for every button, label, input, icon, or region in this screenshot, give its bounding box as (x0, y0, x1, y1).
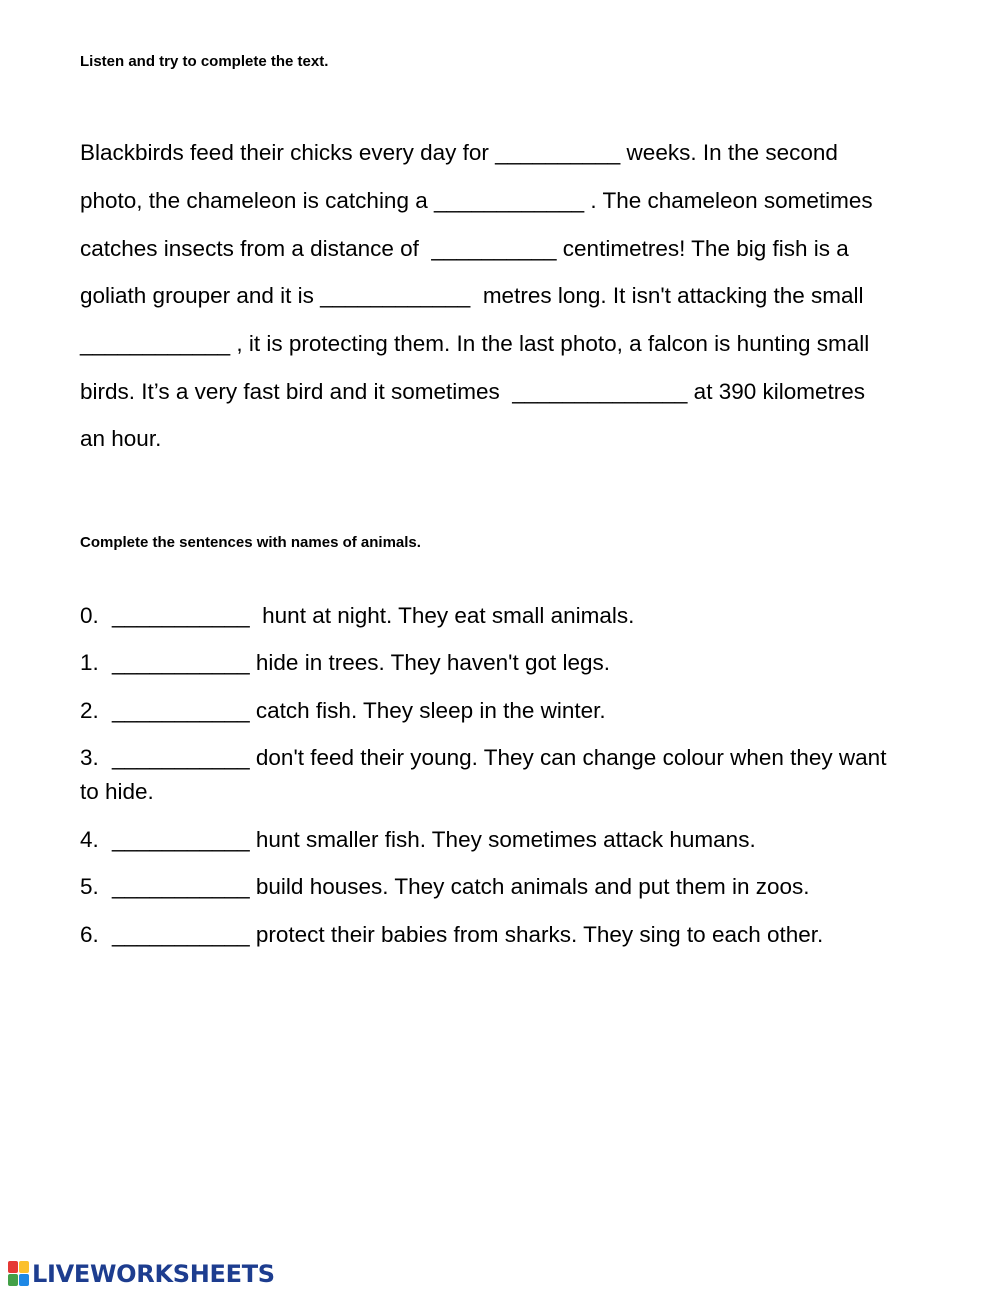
item-number: 3. (80, 745, 99, 770)
logo-blocks-icon (8, 1261, 30, 1287)
item-text: ___________ protect their babies from sharks. They sing to each other. (112, 922, 824, 947)
item-number: 0. (80, 603, 99, 628)
item-text: ___________ hunt smaller fish. They sometimes attack humans. (112, 827, 756, 852)
item-number: 1. (80, 650, 99, 675)
item-text: ___________ catch fish. They sleep in the winter. (112, 698, 606, 723)
item-text: ___________ hide in trees. They haven't got legs. (112, 650, 610, 675)
item-text: ___________ don't feed their young. They can change colour when they want (112, 745, 887, 770)
list-item (80, 649, 610, 677)
list-item (80, 826, 756, 854)
instruction-complete: Complete the sentences with names of animals. (80, 534, 421, 551)
item-number: 4. (80, 827, 99, 852)
paragraph-line: catches insects from a distance of __________ centimetres! The big fish is a (80, 236, 849, 261)
list-item (80, 873, 810, 901)
item-text: ___________ hunt at night. They eat small animals. (112, 603, 635, 628)
liveworksheets-logo (8, 1259, 275, 1289)
list-item (80, 602, 634, 630)
list-item-continuation: to hide. (80, 779, 154, 804)
item-text: ___________ build houses. They catch animals and put them in zoos. (112, 874, 810, 899)
paragraph-line: goliath grouper and it is ____________ metres long. It isn't attacking the small (80, 283, 864, 308)
paragraph-line: birds. It’s a very fast bird and it sometimes ______________ at 390 kilometres (80, 379, 866, 404)
logo-text: LIVEWORKSHEETS (32, 1260, 275, 1288)
paragraph-line: photo, the chameleon is catching a ____________ . The chameleon sometimes (80, 188, 873, 213)
item-number: 5. (80, 874, 99, 899)
list-item (80, 744, 886, 772)
paragraph-line: Blackbirds feed their chicks every day for __________ weeks. In the second (80, 140, 838, 165)
instruction-listen: Listen and try to complete the text. (80, 53, 329, 70)
paragraph-line: an hour. (80, 426, 162, 451)
item-number: 2. (80, 698, 99, 723)
item-number: 6. (80, 922, 99, 947)
list-item (80, 921, 823, 949)
paragraph-line: ____________ , it is protecting them. In the last photo, a falcon is hunting small (80, 331, 870, 356)
list-item (80, 697, 606, 725)
